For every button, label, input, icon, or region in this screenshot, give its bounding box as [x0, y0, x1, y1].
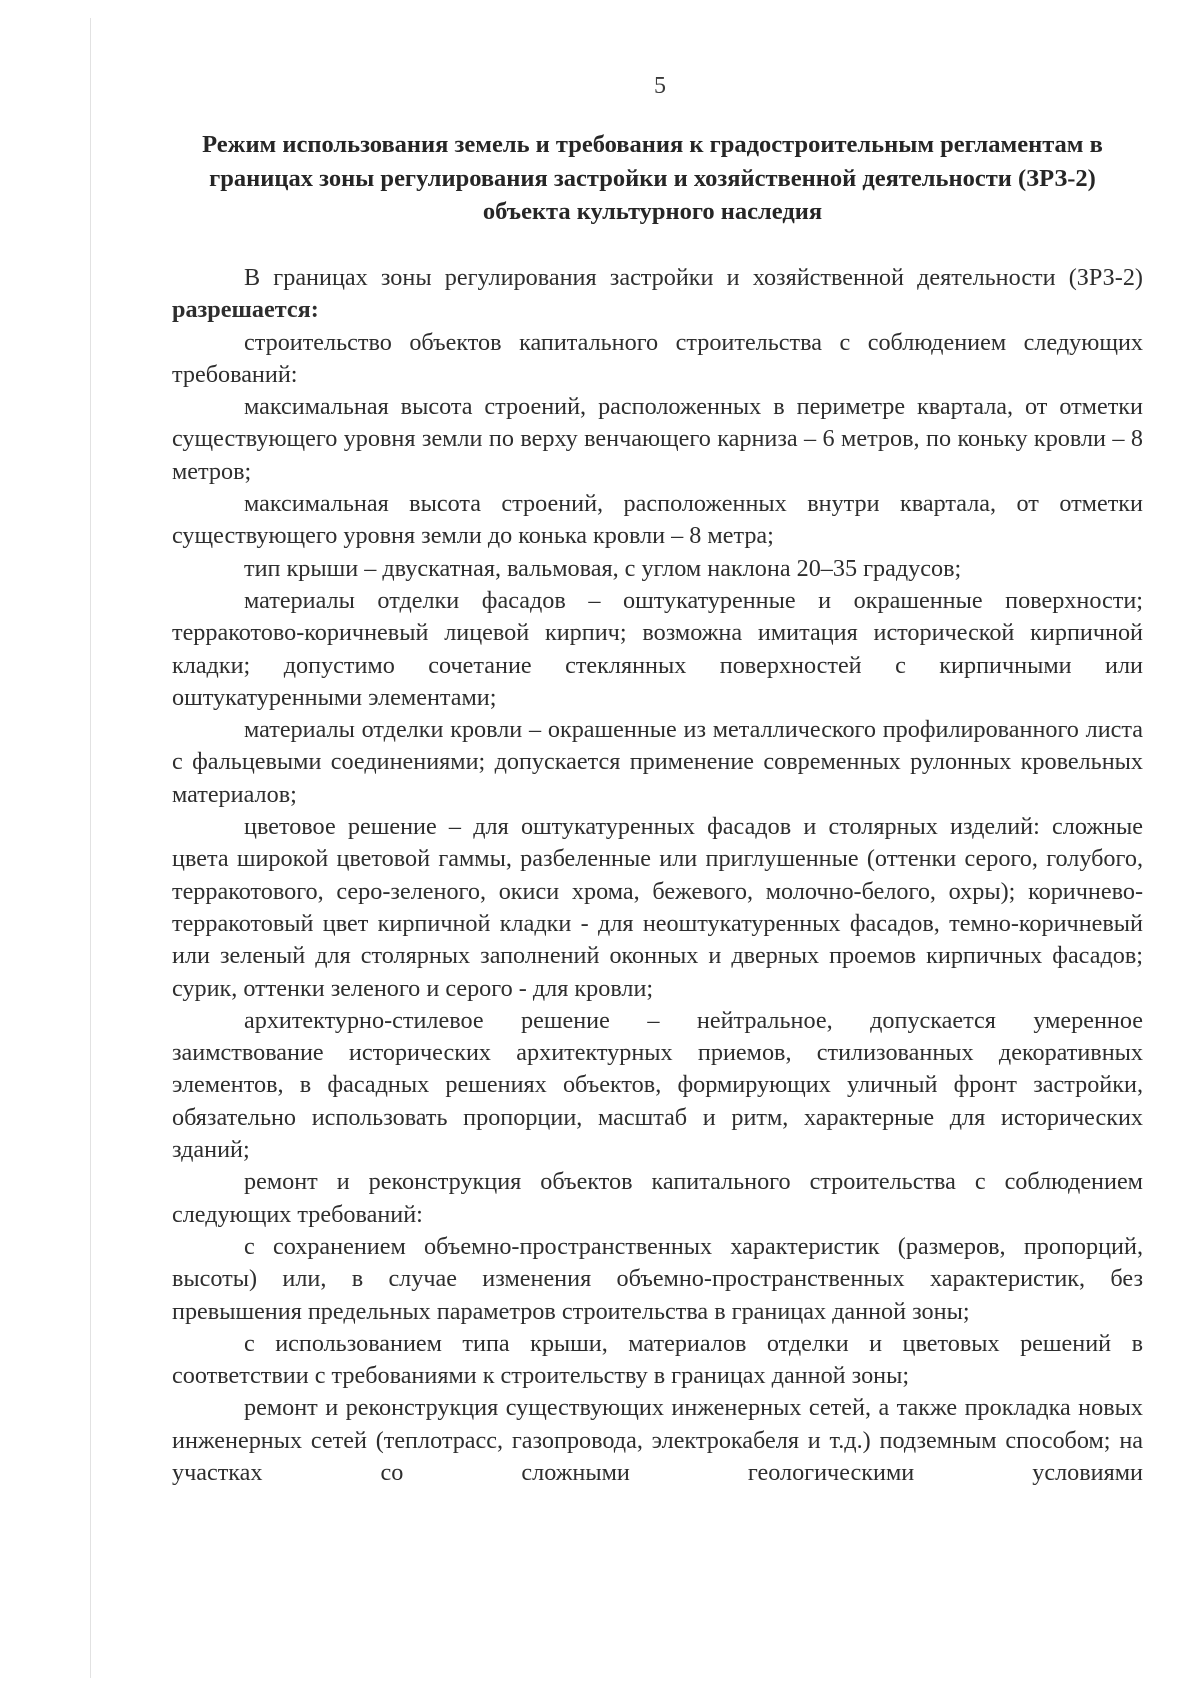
- paragraph-max-height-inner: максимальная высота строений, расположенных внутри квартала, от отметки существующего уровня земли до конька кровли – 8 метра;: [172, 490, 1143, 550]
- document-body: [172, 262, 1143, 1489]
- paragraph-roof-type: тип крыши – двускатная, вальмовая, с углом наклона 20–35 градусов;: [244, 554, 962, 582]
- paragraph-repair-reconstruction: ремонт и реконструкция объектов капитального строительства с соблюдением следующих требований:: [172, 1168, 1143, 1228]
- intro-text: В границах зоны регулирования застройки и хозяйственной деятельности (ЗРЗ-2): [244, 264, 1143, 291]
- paragraph-architectural-style: архитектурно-стилевое решение – нейтральное, допускается умеренное заимствование исторических архитектурных приемов, стилизованных декоративных элементов, в фасадных решениях объектов, формирующих уличный фронт застройки, обязательно использовать пропорции, масштаб и ритм, характерные для исторических зданий;: [172, 1006, 1143, 1164]
- paragraph-roof-materials: материалы отделки кровли – окрашенные из металлического профилированного листа с фальцевыми соединениями; допускается применение современных рулонных кровельных материалов;: [172, 716, 1143, 808]
- paragraph-max-height-perimeter: максимальная высота строений, расположенных в периметре квартала, от отметки существующего уровня земли по верху венчающего карниза – 6 метров, по коньку кровли – 8 метров;: [172, 393, 1143, 485]
- intro-paragraph: [172, 262, 1143, 327]
- document-title: Режим использования земель и требования к градостроительным регламентам в границах зоны регулирования застройки и хозяйственной деятельности (ЗРЗ-2) объекта культурного наследия: [202, 131, 1103, 225]
- paragraph-engineering-networks: ремонт и реконструкция существующих инженерных сетей, а также прокладка новых инженерных сетей (теплотрасс, газопровода, электрокабеля и т.д.) подземным способом; на участках со сложными геологическими условиями: [172, 1394, 1143, 1486]
- paragraph-color-solution: цветовое решение – для оштукатуренных фасадов и столярных изделий: сложные цвета широкой цветовой гаммы, разбеленные или приглушенные (оттенки серого, голубого, терракотового, серо-зеленого, окиси хрома, бежевого, молочно-белого, охры); коричнево-терракотовый цвет кирпичной кладки - для неоштукатуренных фасадов, темно-коричневый или зеленый для столярных заполнений оконных и дверных проемов кирпичных фасадов; сурик, оттенки зеленого и серого - для кровли;: [172, 813, 1143, 1002]
- paragraph-facade-materials: материалы отделки фасадов – оштукатуренные и окрашенные поверхности; терракотово-коричневый лицевой кирпич; возможна имитация исторической кирпичной кладки; допустимо сочетание стеклянных поверхностей с кирпичными или оштукатуренными элементами;: [172, 586, 1143, 711]
- intro-emphasis: разрешается:: [172, 296, 319, 324]
- paragraph-roof-finish-usage: с использованием типа крыши, материалов отделки и цветовых решений в соответствии с требованиями к строительству в границах данной зоны;: [172, 1329, 1143, 1390]
- scan-margin-line: [90, 18, 91, 1678]
- paragraph-preserve-characteristics: с сохранением объемно-пространственных характеристик (размеров, пропорций, высоты) или, в случае изменения объемно-пространственных характеристик, без превышения предельных параметров строительства в границах данной зоны;: [172, 1232, 1143, 1325]
- page-number: 5: [654, 73, 666, 99]
- paragraph-construction: строительство объектов капитального строительства с соблюдением следующих требований:: [172, 328, 1143, 388]
